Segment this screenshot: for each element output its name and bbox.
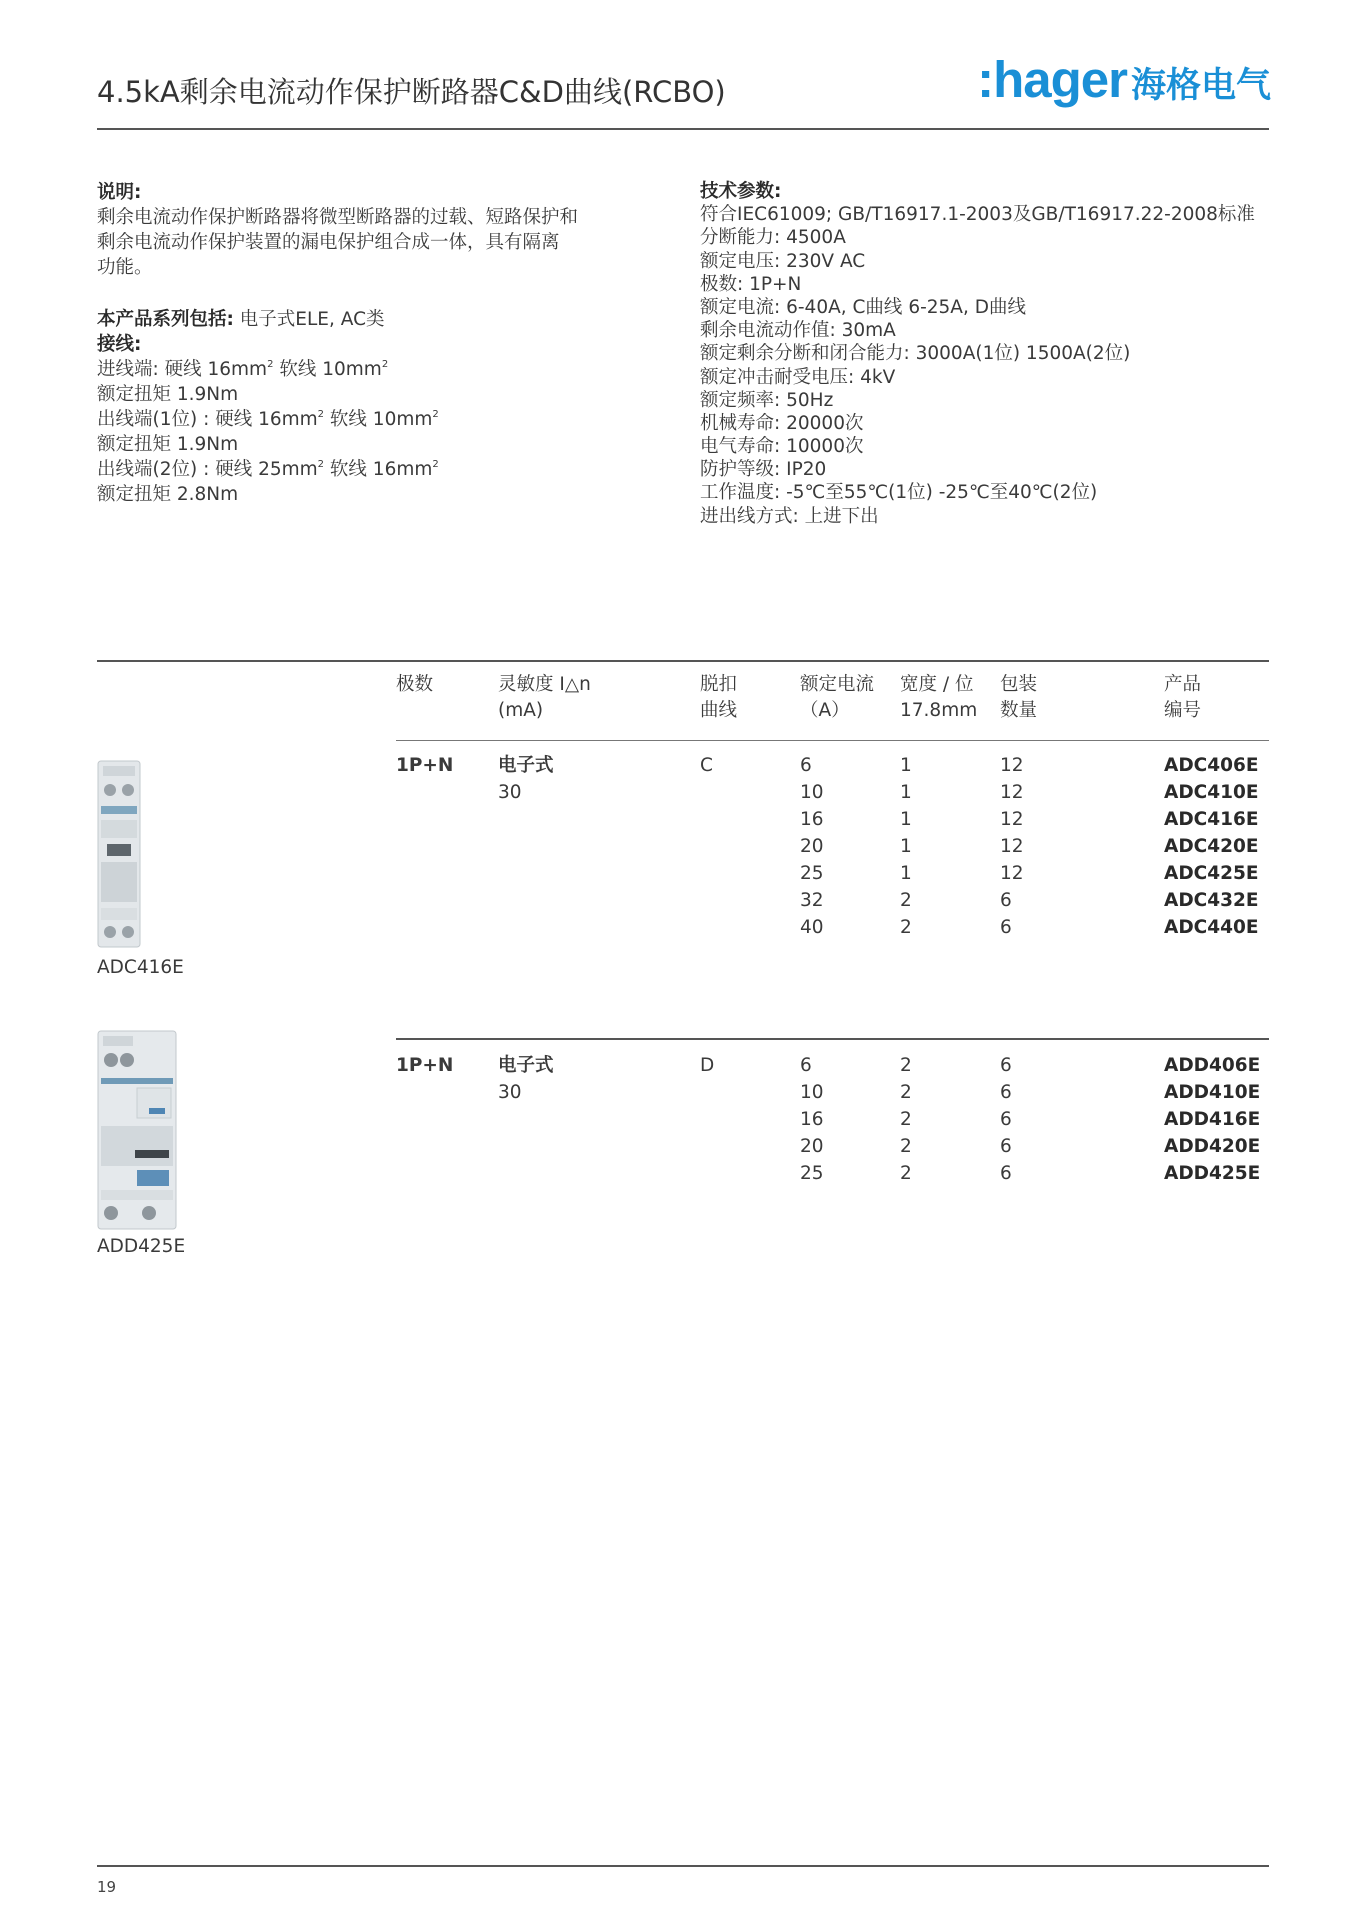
- header-text: 17.8mm: [900, 700, 978, 721]
- tech-line: 进出线方式: 上进下出: [700, 505, 879, 527]
- superscript: 2: [267, 359, 274, 370]
- tech-params-block: [700, 180, 1255, 528]
- product-code-cell: ADC406E: [1164, 755, 1259, 776]
- superscript: 2: [317, 459, 325, 470]
- pack-cell: 6: [1000, 1163, 1012, 1184]
- header-text: 曲线: [700, 700, 738, 721]
- tech-line: 符合IEC61009; GB/T16917.1-2003及GB/T16917.22-2008标准: [700, 204, 1255, 226]
- tech-line: 分断能力: 4500A: [700, 227, 846, 249]
- current-cell: 16: [800, 1109, 824, 1130]
- product-code-cell: ADC440E: [1164, 917, 1259, 938]
- current-cell: 20: [800, 1136, 824, 1157]
- wiring-block: [97, 307, 439, 507]
- current-cell: 32: [800, 890, 824, 911]
- col-header-current: [800, 672, 874, 724]
- header-text: (mA): [498, 700, 544, 721]
- header-text: 宽度 / 位: [900, 674, 974, 695]
- product-code-cell: ADD406E: [1164, 1055, 1261, 1076]
- tech-line: 防护等级: IP20: [700, 459, 827, 481]
- superscript: 2: [432, 409, 439, 420]
- table-row: [800, 752, 1270, 779]
- product-code-cell: ADD416E: [1164, 1109, 1261, 1130]
- sensitivity-cell: [498, 1052, 554, 1106]
- description-block: [97, 180, 578, 280]
- pack-cell: 6: [1000, 1109, 1012, 1130]
- current-cell: 10: [800, 782, 824, 803]
- page-title: 4.5kA剩余电流动作保护断路器C&D曲线(RCBO): [97, 75, 726, 109]
- header-text: 产品: [1164, 674, 1202, 695]
- width-cell: 2: [900, 1055, 912, 1076]
- hager-logo: [977, 50, 1271, 109]
- current-cell: 16: [800, 809, 824, 830]
- header-text: 脱扣: [700, 674, 738, 695]
- tech-line: 额定电流: 6-40A, C曲线 6-25A, D曲线: [700, 296, 1026, 318]
- series-value: 电子式ELE, AC类: [239, 309, 385, 330]
- wiring-line: 额定扭矩 2.8Nm: [97, 484, 239, 505]
- table-row: [800, 860, 1270, 887]
- col-header-poles: [396, 672, 433, 698]
- description-line: 剩余电流动作保护装置的漏电保护组合成一体，具有隔离: [97, 232, 560, 253]
- type-value: 电子式: [498, 1055, 554, 1076]
- wiring-line: [97, 407, 439, 432]
- series-line: [97, 307, 439, 332]
- pack-cell: 6: [1000, 890, 1012, 911]
- tech-line: 机械寿命: 20000次: [700, 412, 864, 434]
- tech-line: 工作温度: -5℃至55℃(1位) -25℃至40℃(2位): [700, 482, 1098, 504]
- current-cell: 6: [800, 1055, 812, 1076]
- logo-cn: 海格电气: [1130, 66, 1271, 106]
- superscript: 2: [381, 359, 389, 370]
- width-cell: 1: [900, 809, 912, 830]
- tech-line: 电气寿命: 10000次: [700, 436, 864, 458]
- width-cell: 1: [900, 836, 912, 857]
- curve-value: D: [700, 1055, 715, 1076]
- width-cell: 2: [900, 917, 912, 938]
- sensitivity-value: 30: [498, 782, 522, 803]
- product-code-cell: ADC432E: [1164, 890, 1259, 911]
- pack-cell: 12: [1000, 809, 1024, 830]
- current-cell: 10: [800, 1082, 824, 1103]
- table-row: [800, 1052, 1270, 1079]
- table-row: [800, 806, 1270, 833]
- col-header-curve: [700, 672, 737, 724]
- tech-line: 额定电压: 230V AC: [700, 250, 866, 272]
- wiring-hard: 出线端(2位) : 硬线 25mm: [97, 459, 318, 480]
- curve-value: C: [700, 755, 713, 776]
- current-cell: 25: [800, 1163, 824, 1184]
- footer-rule: [97, 1865, 1269, 1867]
- superscript: 2: [317, 409, 325, 420]
- wiring-soft: 软线 16mm: [324, 459, 433, 480]
- pack-cell: 12: [1000, 755, 1024, 776]
- width-cell: 2: [900, 1082, 912, 1103]
- tech-line: 额定频率: 50Hz: [700, 389, 834, 411]
- wiring-soft: 软线 10mm: [273, 359, 382, 380]
- header-text: （A）: [800, 700, 850, 721]
- width-cell: 1: [900, 782, 912, 803]
- wiring-hard: 进线端: 硬线 16mm: [97, 359, 268, 380]
- tech-line: 剩余电流动作值: 30mA: [700, 320, 896, 342]
- width-cell: 1: [900, 755, 912, 776]
- series-label: 本产品系列包括:: [97, 309, 234, 330]
- header-text: 编号: [1164, 700, 1202, 721]
- width-cell: 2: [900, 1136, 912, 1157]
- rcbo-device-icon: [97, 760, 141, 948]
- rows-group-d: [800, 1052, 1270, 1187]
- table-row: [800, 1133, 1270, 1160]
- pack-cell: 12: [1000, 782, 1024, 803]
- product-code-cell: ADC420E: [1164, 836, 1259, 857]
- table-row: [800, 833, 1270, 860]
- tech-line: 极数: 1P+N: [700, 273, 802, 295]
- tech-heading: 技术参数:: [700, 181, 782, 202]
- rows-group-c: [800, 752, 1270, 941]
- wiring-line: 额定扭矩 1.9Nm: [97, 384, 239, 405]
- product-code-cell: ADC416E: [1164, 809, 1259, 830]
- image-caption: ADD425E: [97, 1236, 186, 1257]
- col-header-pack: [1000, 672, 1037, 724]
- table-row: [800, 779, 1270, 806]
- current-cell: 40: [800, 917, 824, 938]
- table-header-rule: [396, 740, 1269, 741]
- table-row: [800, 1106, 1270, 1133]
- header-text: 额定电流: [800, 674, 875, 695]
- width-cell: 2: [900, 1109, 912, 1130]
- tech-line: 额定冲击耐受电压: 4kV: [700, 366, 896, 388]
- product-code-cell: ADC425E: [1164, 863, 1259, 884]
- wiring-heading: 接线:: [97, 334, 142, 355]
- description-heading: 说明:: [97, 182, 142, 203]
- header-text: 灵敏度 I△n: [498, 674, 591, 695]
- pack-cell: 6: [1000, 917, 1012, 938]
- header-text: 数量: [1000, 700, 1038, 721]
- wiring-soft: 软线 10mm: [324, 409, 433, 430]
- col-header-code: [1164, 672, 1201, 724]
- tech-line: 额定剩余分断和闭合能力: 3000A(1位) 1500A(2位): [700, 343, 1131, 365]
- current-cell: 25: [800, 863, 824, 884]
- type-value: 电子式: [498, 755, 554, 776]
- pack-cell: 12: [1000, 836, 1024, 857]
- wiring-hard: 出线端(1位) : 硬线 16mm: [97, 409, 318, 430]
- header-text: 极数: [396, 674, 434, 695]
- pack-cell: 6: [1000, 1136, 1012, 1157]
- wiring-line: 额定扭矩 1.9Nm: [97, 434, 239, 455]
- header-text: 包装: [1000, 674, 1038, 695]
- product-code-cell: ADC410E: [1164, 782, 1259, 803]
- description-line: 功能。: [97, 257, 153, 278]
- table-row: [800, 887, 1270, 914]
- product-image-adc416e: [97, 760, 141, 952]
- wiring-line: [97, 357, 439, 382]
- table-row: [800, 914, 1270, 941]
- sensitivity-value: 30: [498, 1082, 522, 1103]
- rcbo-device-icon: [97, 1030, 177, 1230]
- product-code-cell: ADD425E: [1164, 1163, 1261, 1184]
- poles-value: 1P+N: [396, 1055, 454, 1076]
- product-code-cell: ADD410E: [1164, 1082, 1261, 1103]
- current-cell: 6: [800, 755, 812, 776]
- logo-brand: :hager: [977, 51, 1127, 108]
- current-cell: 20: [800, 836, 824, 857]
- wiring-line: [97, 457, 439, 482]
- page-number: 19: [97, 1878, 117, 1896]
- product-image-add425e: [97, 1030, 177, 1234]
- table-row: [800, 1079, 1270, 1106]
- col-header-sensitivity: [498, 672, 591, 724]
- pack-cell: 6: [1000, 1082, 1012, 1103]
- table-row: [800, 1160, 1270, 1187]
- width-cell: 2: [900, 890, 912, 911]
- width-cell: 1: [900, 863, 912, 884]
- description-line: 剩余电流动作保护断路器将微型断路器的过载、短路保护和: [97, 207, 579, 228]
- superscript: 2: [432, 459, 439, 470]
- group-divider: [396, 1038, 1269, 1040]
- pack-cell: 6: [1000, 1055, 1012, 1076]
- pack-cell: 12: [1000, 863, 1024, 884]
- width-cell: 2: [900, 1163, 912, 1184]
- col-header-width: [900, 672, 977, 724]
- product-code-cell: ADD420E: [1164, 1136, 1261, 1157]
- image-caption: ADC416E: [97, 957, 184, 978]
- poles-value: 1P+N: [396, 755, 454, 776]
- sensitivity-cell: [498, 752, 554, 806]
- header-divider: [97, 128, 1269, 130]
- table-top-rule: [97, 660, 1269, 662]
